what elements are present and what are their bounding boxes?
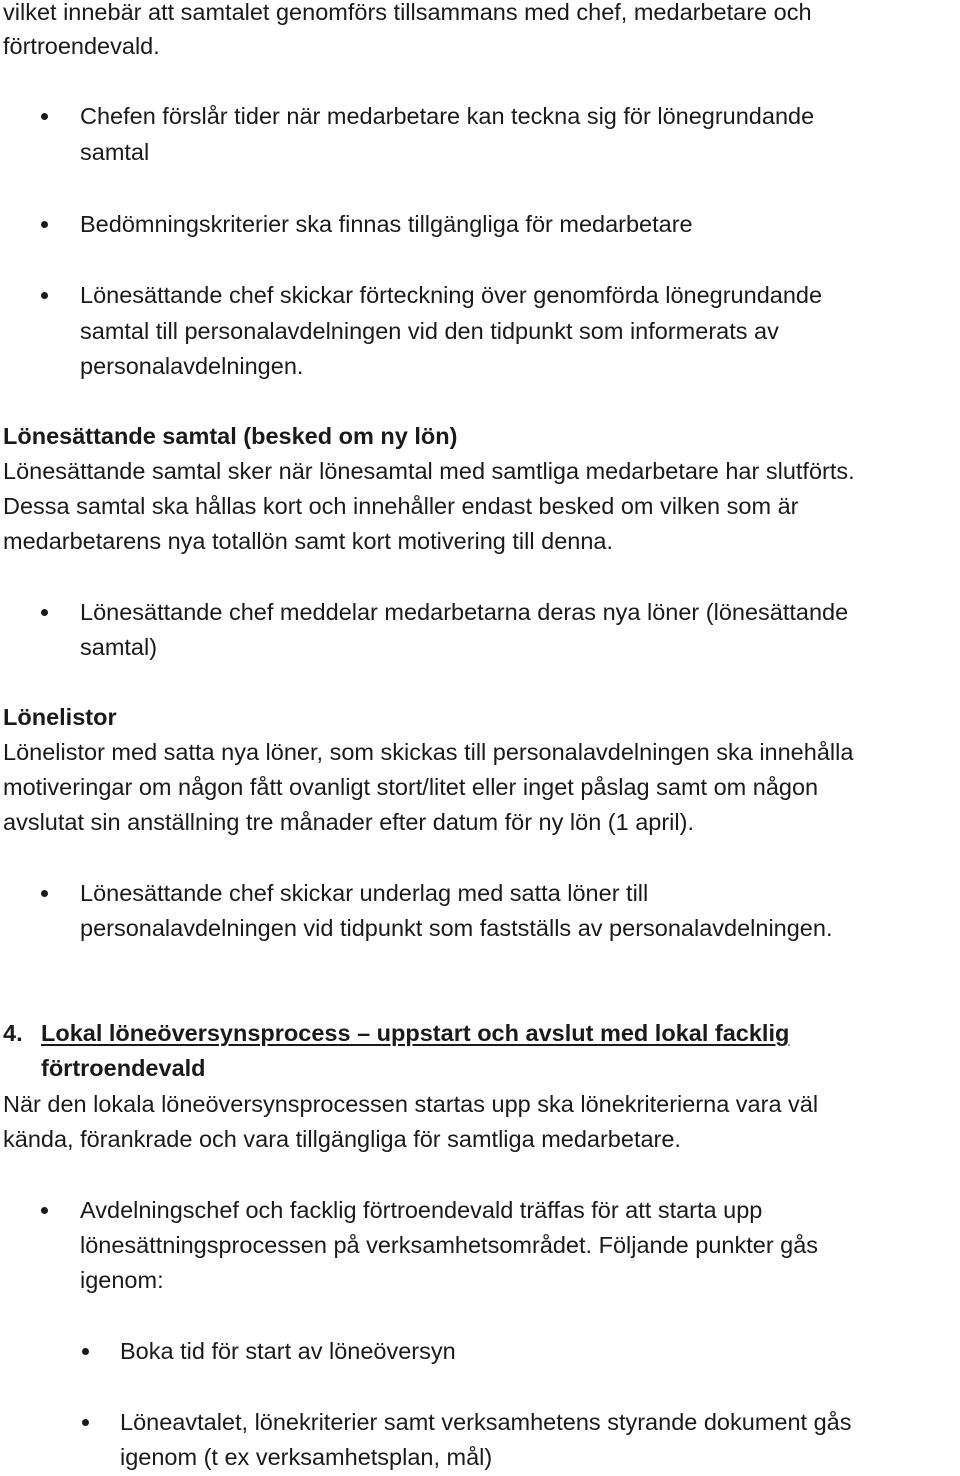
bullet-text: Avdelningschef och facklig förtroendevald träffas för att starta upp xyxy=(80,1197,763,1223)
bullet-icon xyxy=(41,292,48,299)
bullet-icon xyxy=(41,221,48,228)
paragraph-line: Lönesättande samtal sker när lönesamtal med samtliga medarbetare har slutförts. xyxy=(3,458,855,484)
bullet-text: samtal) xyxy=(80,634,158,660)
paragraph-line: motiveringar om någon fått ovanligt stort/litet eller inget påslag samt om någon xyxy=(3,774,819,800)
paragraph-line: När den lokala löneöversynsprocessen startas upp ska lönekriterierna vara väl xyxy=(3,1091,819,1117)
section-heading: Lönesättande samtal (besked om ny lön) xyxy=(3,423,458,449)
intro-line-1: vilket innebär att samtalet genomförs tillsammans med chef, medarbetare och xyxy=(3,0,812,25)
intro-line-2: förtroendevald. xyxy=(3,33,160,59)
bullet-text: Lönesättande chef skickar förteckning över genomförda lönegrundande xyxy=(80,282,823,308)
bullet-text: lönesättningsprocessen på verksamhetsområdet. Följande punkter gås xyxy=(80,1232,819,1258)
bullet-text: Bedömningskriterier ska finnas tillgängliga för medarbetare xyxy=(80,211,693,237)
section-number: 4. xyxy=(3,1020,23,1046)
bullet-text: Chefen förslår tider när medarbetare kan teckna sig för lönegrundande xyxy=(80,103,815,129)
bullet-text: Lönesättande chef skickar underlag med satta löner till xyxy=(80,880,649,906)
bullet-text: personalavdelningen. xyxy=(80,353,304,379)
bullet-text: personalavdelningen vid tidpunkt som fastställs av personalavdelningen. xyxy=(80,915,833,941)
bullet-icon xyxy=(41,609,48,616)
bullet-icon xyxy=(41,113,48,120)
section-heading-continued: förtroendevald xyxy=(41,1055,206,1081)
paragraph-line: Dessa samtal ska hållas kort och innehåller endast besked om vilken som är xyxy=(3,493,799,519)
bullet-icon xyxy=(82,1348,89,1355)
bullet-icon xyxy=(41,890,48,897)
bullet-text: samtal till personalavdelningen vid den tidpunkt som informerats av xyxy=(80,318,779,344)
paragraph-line: kända, förankrade och vara tillgängliga för samtliga medarbetare. xyxy=(3,1126,681,1152)
section-heading-text: Lokal löneöversynsprocess – uppstart och avslut med lokal facklig xyxy=(41,1020,790,1046)
bullet-text: igenom: xyxy=(80,1267,164,1293)
bullet-icon xyxy=(82,1419,89,1426)
sub-bullet-text: Löneavtalet, lönekriterier samt verksamhetens styrande dokument gås xyxy=(120,1409,852,1435)
bullet-icon xyxy=(41,1207,48,1214)
bullet-text: samtal xyxy=(80,139,150,165)
paragraph-line: avslutat sin anställning tre månader efter datum för ny lön (1 april). xyxy=(3,809,694,835)
sub-bullet-text: igenom (t ex verksamhetsplan, mål) xyxy=(120,1444,493,1470)
section-heading xyxy=(41,1018,789,1048)
paragraph-line: medarbetarens nya totallön samt kort motivering till denna. xyxy=(3,528,614,554)
sub-bullet-text: Boka tid för start av löneöversyn xyxy=(120,1338,456,1364)
paragraph-line: Lönelistor med satta nya löner, som skickas till personalavdelningen ska innehålla xyxy=(3,739,854,765)
bullet-text: Lönesättande chef meddelar medarbetarna deras nya löner (lönesättande xyxy=(80,599,849,625)
section-heading: Lönelistor xyxy=(3,704,117,730)
